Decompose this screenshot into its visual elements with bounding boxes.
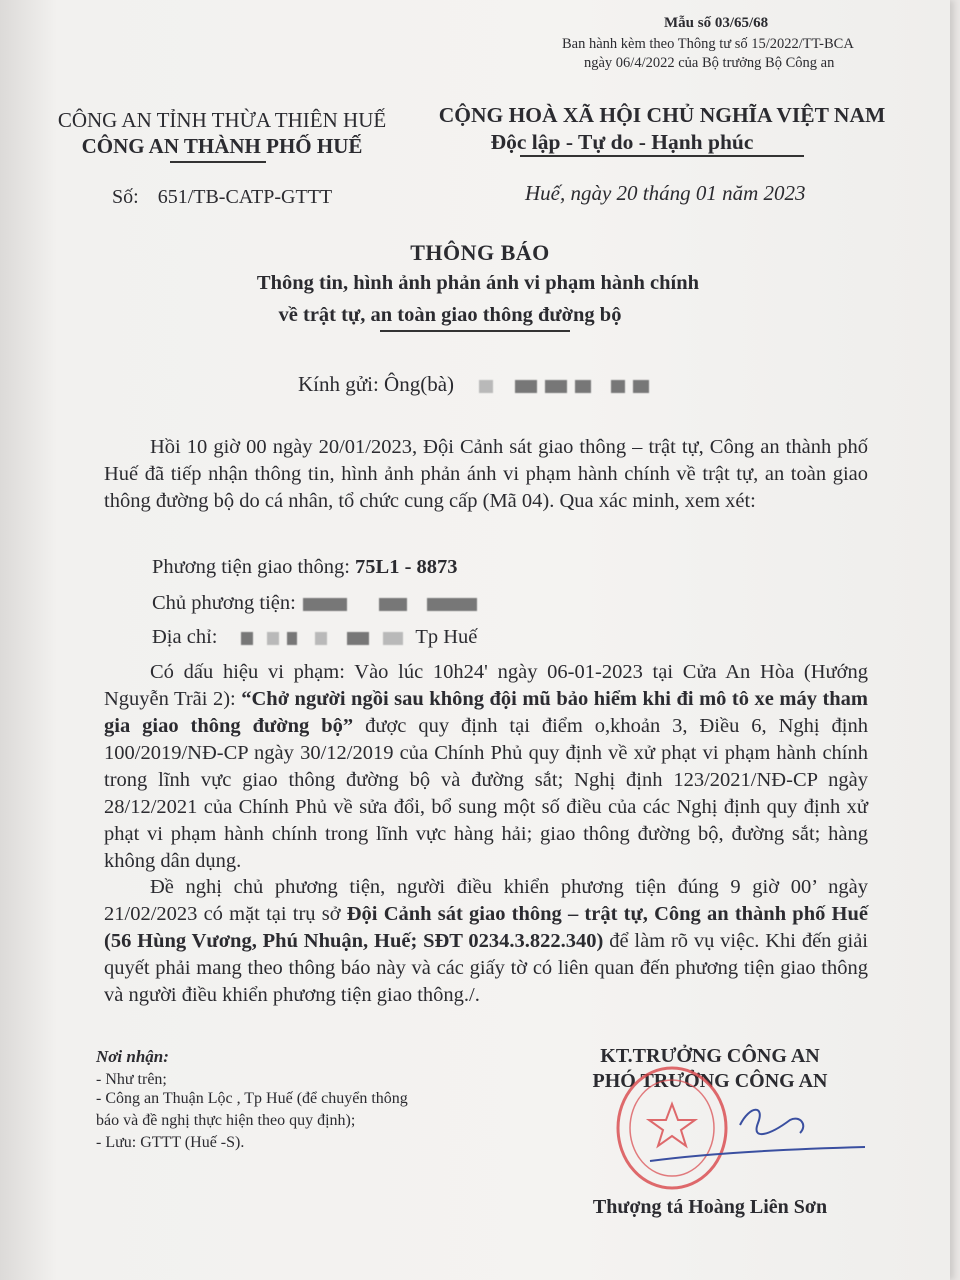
recipient-row <box>298 372 657 397</box>
doc-number-label: Số: <box>112 186 139 208</box>
doc-number-row <box>112 186 332 209</box>
request-prefix: Đề nghị chủ phương tiện, người điều khiển phương tiện đúng 9 giờ 00’ ngày 21/02/2023 có mặt tại trụ sở <box>104 876 868 925</box>
national-title: CỘNG HOÀ XÃ HỘI CHỦ NGHĨA VIỆT NAM <box>438 103 886 127</box>
owner-row <box>152 592 485 615</box>
recipients-title: Nơi nhận: <box>96 1047 169 1066</box>
address-redacted <box>223 626 411 648</box>
motto-underline <box>520 155 804 157</box>
vehicle-label: Phương tiện giao thông: <box>152 556 356 578</box>
violation-legal-basis: được quy định tại điểm o,khoản 3, Điều 6, Nghị định 100/2019/NĐ-CP ngày 30/12/2019 của Chính Phủ quy định về xử phạt vi phạm hành chính trong lĩnh vực giao thông đường bộ và đường sắt; Nghị định 123/2021/NĐ-CP ngày 28/12/2021 của Chính Phủ về sửa đổi, bổ sung một số điều của các Nghị định quy định xử phạt vi phạm hành chính trong lĩnh vực hàng hải; giao thông đường bộ, đường sắt; hàng không dân dụng. <box>104 715 868 872</box>
recipient-item: báo và đề nghị thực hiện theo quy định); <box>96 1112 356 1129</box>
signer-name: Thượng tá Hoàng Liên Sơn <box>592 1196 828 1218</box>
form-issued-date: ngày 06/4/2022 của Bộ trưởng Bộ Công an <box>584 55 835 71</box>
form-number: Mẫu số 03/65/68 <box>664 15 769 31</box>
notice-subtitle-line1: Thông tin, hình ảnh phản ánh vi phạm hành chính <box>256 272 700 294</box>
subtitle-underline <box>380 330 570 332</box>
signature-line1: KT.TRƯỞNG CÔNG AN <box>600 1045 820 1067</box>
address-label: Địa chỉ: <box>152 626 218 648</box>
owner-name-redacted <box>301 592 485 614</box>
vehicle-row <box>152 556 458 579</box>
owner-label: Chủ phương tiện: <box>152 592 296 614</box>
recipient-label: Kính gửi: Ông(bà) <box>298 372 455 396</box>
recipient-name-redacted <box>479 372 657 396</box>
recipient-item: - Như trên; <box>96 1071 167 1088</box>
form-issued-with: Ban hành kèm theo Thông tư số 15/2022/TT-BCA <box>562 36 854 52</box>
address-row <box>152 626 477 649</box>
address-city: Tp Huế <box>415 626 478 648</box>
request-location: Đội Cảnh sát giao thông – trật tự, Công an thành phố Huế (56 Hùng Vương, Phú Nhuận, Huế; SĐT 0234.3.822.340) <box>104 903 868 952</box>
violation-prefix: Có dấu hiệu vi phạm: Vào lúc 10h24' ngày 06-01-2023 tại Cửa An Hòa (Hướng Nguyễn Trãi 2): <box>104 661 868 710</box>
signature-line2: PHÓ TRƯỞNG CÔNG AN <box>592 1070 828 1092</box>
violation-description: “Chở người ngồi sau không đội mũ bảo hiểm khi đi mô tô xe máy tham gia giao thông đường bộ” <box>104 688 868 737</box>
notice-subtitle-line2: về trật tự, an toàn giao thông đường bộ <box>278 304 622 326</box>
doc-number: 651/TB-CATP-GTTT <box>157 186 333 208</box>
handwritten-signature-icon <box>640 1095 870 1175</box>
place-date: Huế, ngày 20 tháng 01 năm 2023 <box>525 181 806 205</box>
recipient-item: - Lưu: GTTT (Huế -S). <box>96 1134 245 1151</box>
request-paragraph <box>104 874 868 1009</box>
vehicle-plate: 75L1 - 8873 <box>355 556 458 578</box>
agency-name: CÔNG AN THÀNH PHỐ HUẾ <box>81 134 363 158</box>
intro-paragraph <box>104 434 868 515</box>
notice-title: THÔNG BÁO <box>410 240 550 265</box>
violation-paragraph <box>104 659 868 875</box>
national-motto: Độc lập - Tự do - Hạnh phúc <box>490 130 754 154</box>
recipient-item: - Công an Thuận Lộc , Tp Huế (để chuyển thông <box>96 1090 408 1107</box>
agency-underline <box>170 161 266 163</box>
agency-parent: CÔNG AN TỈNH THỪA THIÊN HUẾ <box>57 108 387 132</box>
intro-text: Hồi 10 giờ 00 ngày 20/01/2023, Đội Cảnh sát giao thông – trật tự, Công an thành phố Huế đã tiếp nhận thông tin, hình ảnh phản ánh vi phạm hành chính về trật tự, an toàn giao thông đường bộ do cá nhân, tổ chức cung cấp (Mã 04). Qua xác minh, xem xét: <box>104 436 868 512</box>
request-suffix: để làm rõ vụ việc. Khi đến giải quyết phải mang theo thông báo này và các giấy tờ có liên quan đến phương tiện giao thông và người điều khiển phương tiện giao thông./. <box>104 930 868 1006</box>
